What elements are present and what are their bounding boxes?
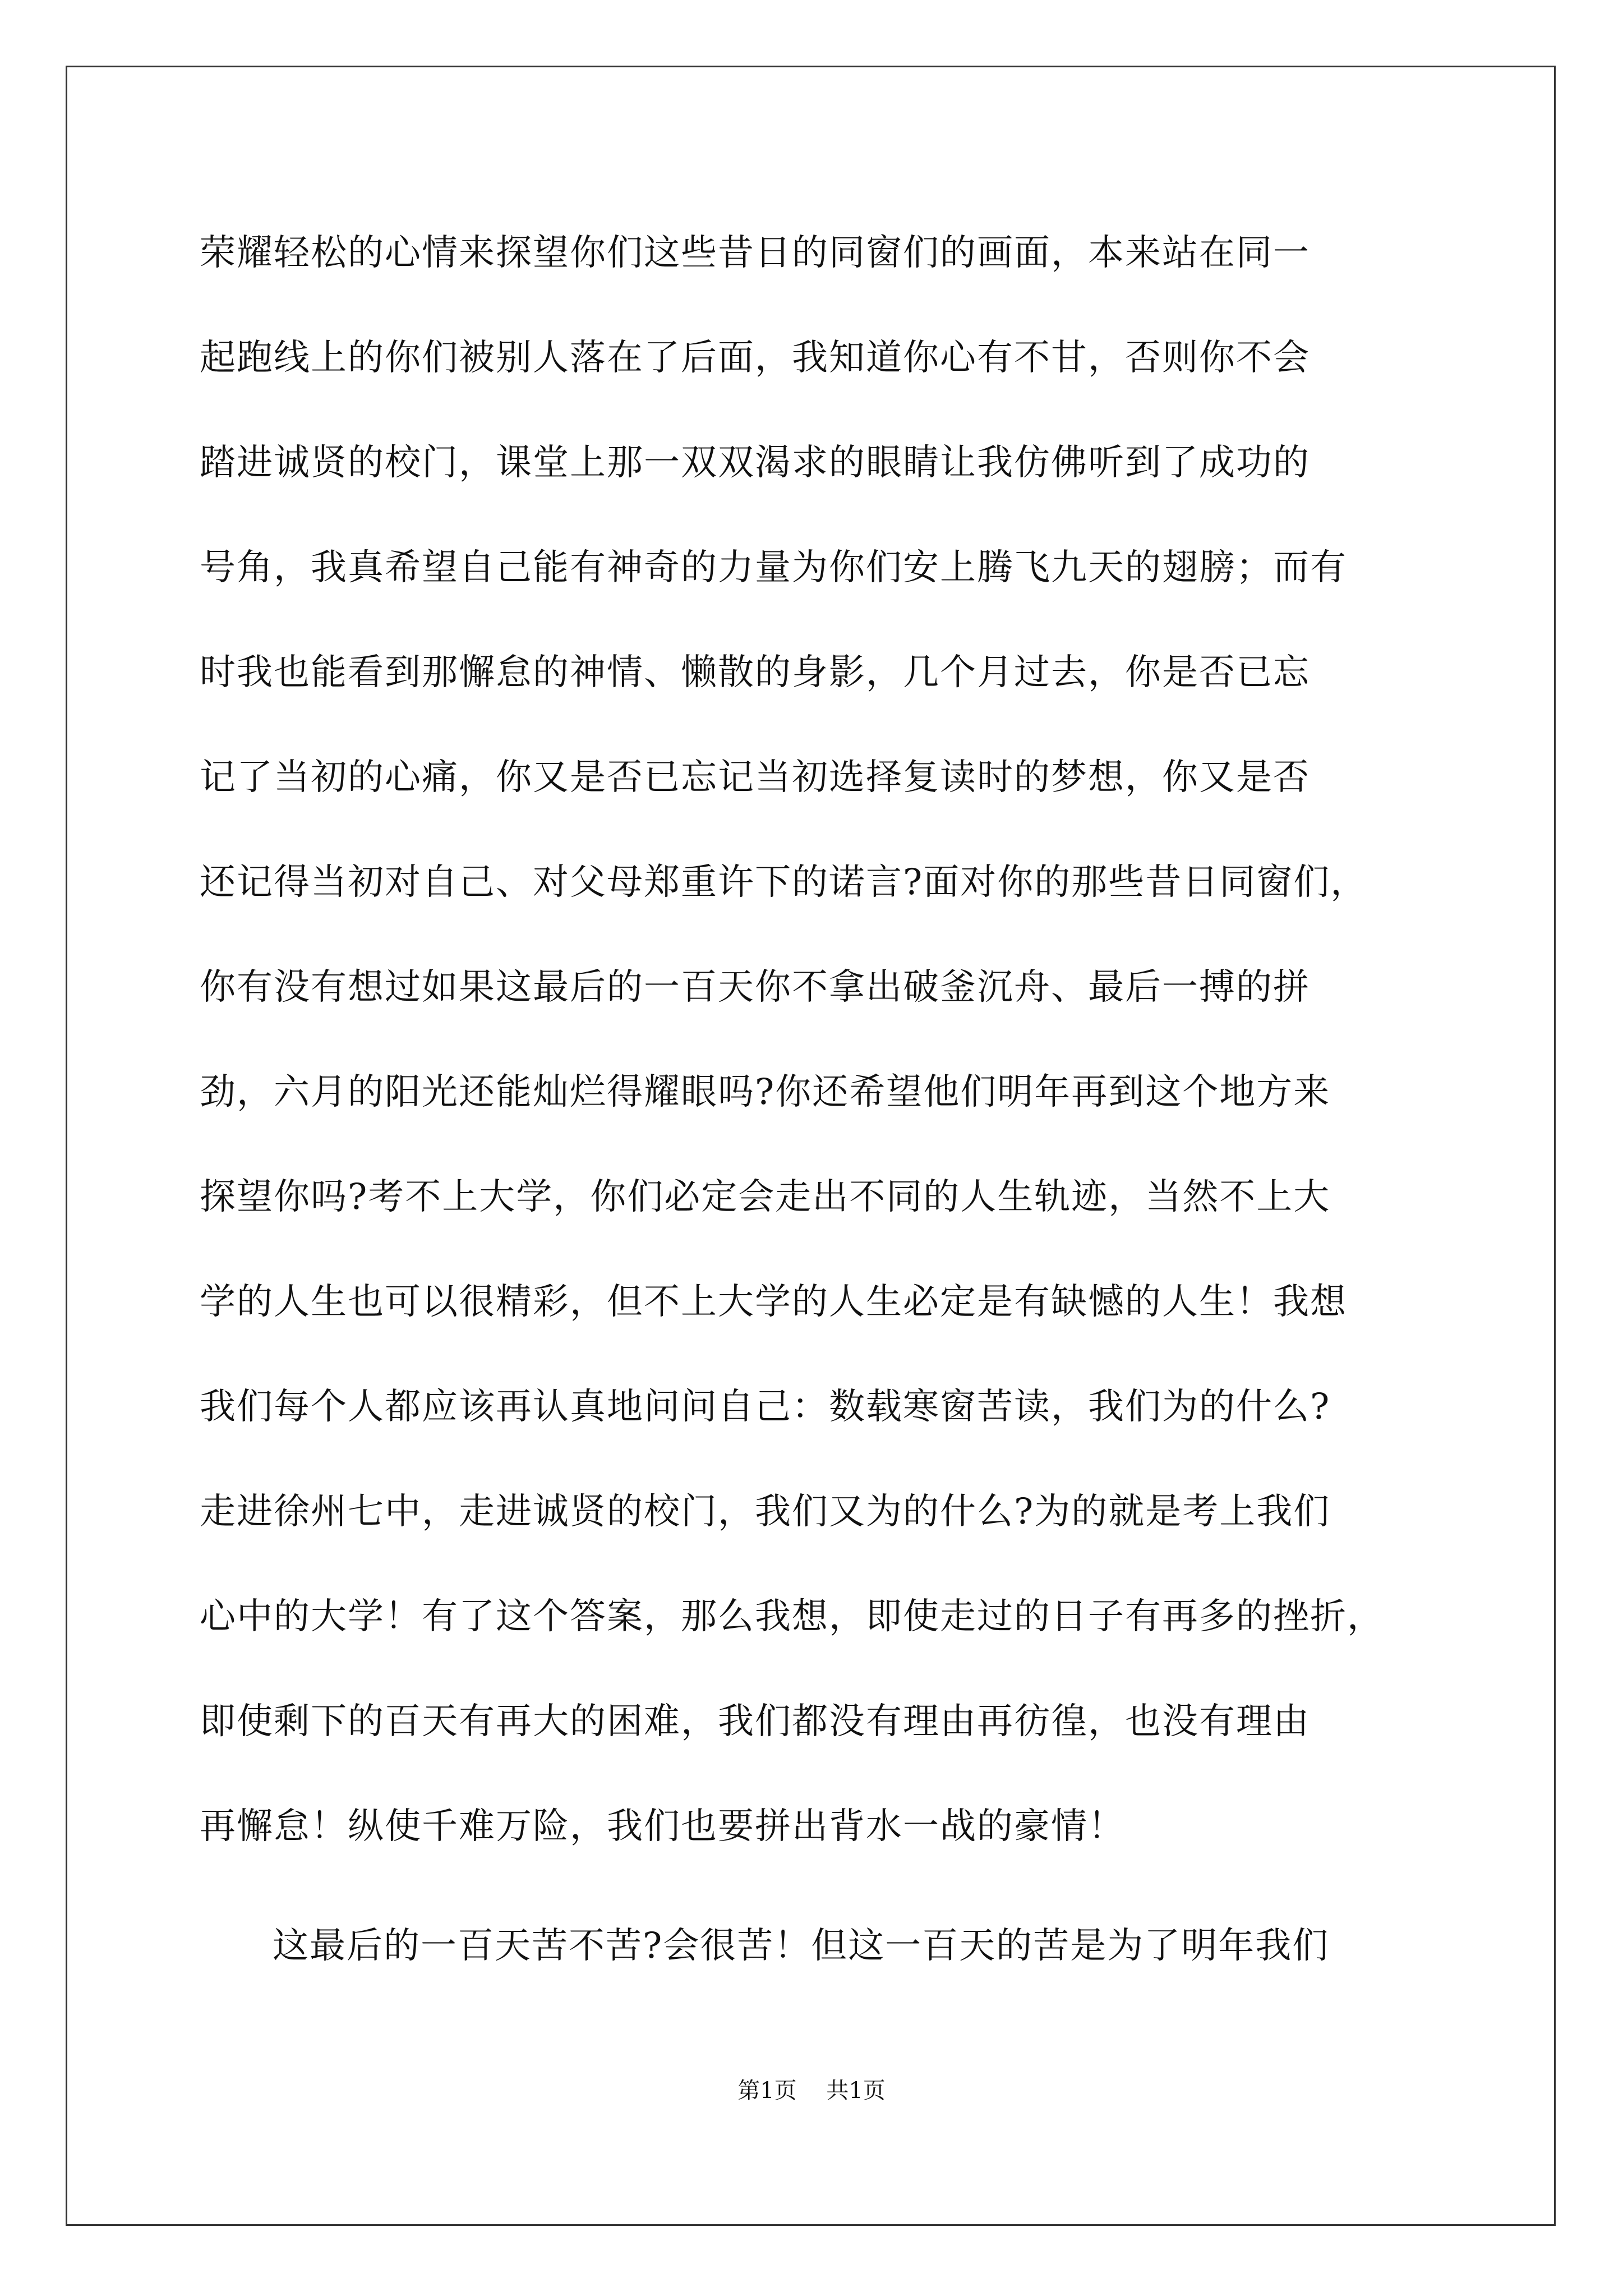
text-line: 时我也能看到那懈怠的神情、懒散的身影，几个月过去，你是否已忘 bbox=[200, 652, 1310, 693]
text-line: 学的人生也可以很精彩，但不上大学的人生必定是有缺憾的人生！我想 bbox=[200, 1281, 1347, 1323]
paragraph-start-line: 这最后的一百天苦不苦?会很苦！但这一百天的苦是为了明年我们 bbox=[273, 1925, 1330, 1967]
text-line: 我们每个人都应该再认真地问问自己：数载寒窗苦读，我们为的什么? bbox=[200, 1386, 1331, 1428]
text-line: 号角，我真希望自己能有神奇的力量为你们安上腾飞九天的翅膀；而有 bbox=[200, 547, 1347, 588]
text-line: 走进徐州七中，走进诚贤的校门，我们又为的什么?为的就是考上我们 bbox=[200, 1491, 1331, 1533]
document-body bbox=[200, 201, 1445, 1999]
page-footer bbox=[0, 2077, 1623, 2105]
page-number: 第1页 bbox=[737, 2078, 797, 2104]
text-line: 起跑线上的你们被别人落在了后面，我知道你心有不甘，否则你不会 bbox=[200, 337, 1310, 379]
text-line: 记了当初的心痛，你又是否已忘记当初选择复读时的梦想，你又是否 bbox=[200, 757, 1310, 798]
total-pages: 共1页 bbox=[826, 2078, 886, 2104]
text-line: 即使剩下的百天有再大的困难，我们都没有理由再彷徨，也没有理由 bbox=[200, 1701, 1310, 1742]
text-line: 劲，六月的阳光还能灿烂得耀眼吗?你还希望他们明年再到这个地方来 bbox=[200, 1071, 1331, 1113]
text-line: 心中的大学！有了这个答案，那么我想，即使走过的日子有再多的挫折， bbox=[200, 1596, 1384, 1637]
text-line: 探望你吗?考不上大学，你们必定会走出不同的人生轨迹，当然不上大 bbox=[200, 1176, 1331, 1218]
text-line: 再懈怠！纵使千难万险，我们也要拼出背水一战的豪情！ bbox=[200, 1806, 1125, 1847]
text-line: 荣耀轻松的心情来探望你们这些昔日的同窗们的画面，本来站在同一 bbox=[200, 232, 1310, 274]
text-line: 还记得当初对自己、对父母郑重许下的诺言?面对你的那些昔日同窗们， bbox=[200, 862, 1368, 903]
text-line: 踏进诚贤的校门，课堂上那一双双渴求的眼睛让我仿佛听到了成功的 bbox=[200, 442, 1310, 484]
text-line: 你有没有想过如果这最后的一百天你不拿出破釜沉舟、最后一搏的拼 bbox=[200, 967, 1310, 1008]
